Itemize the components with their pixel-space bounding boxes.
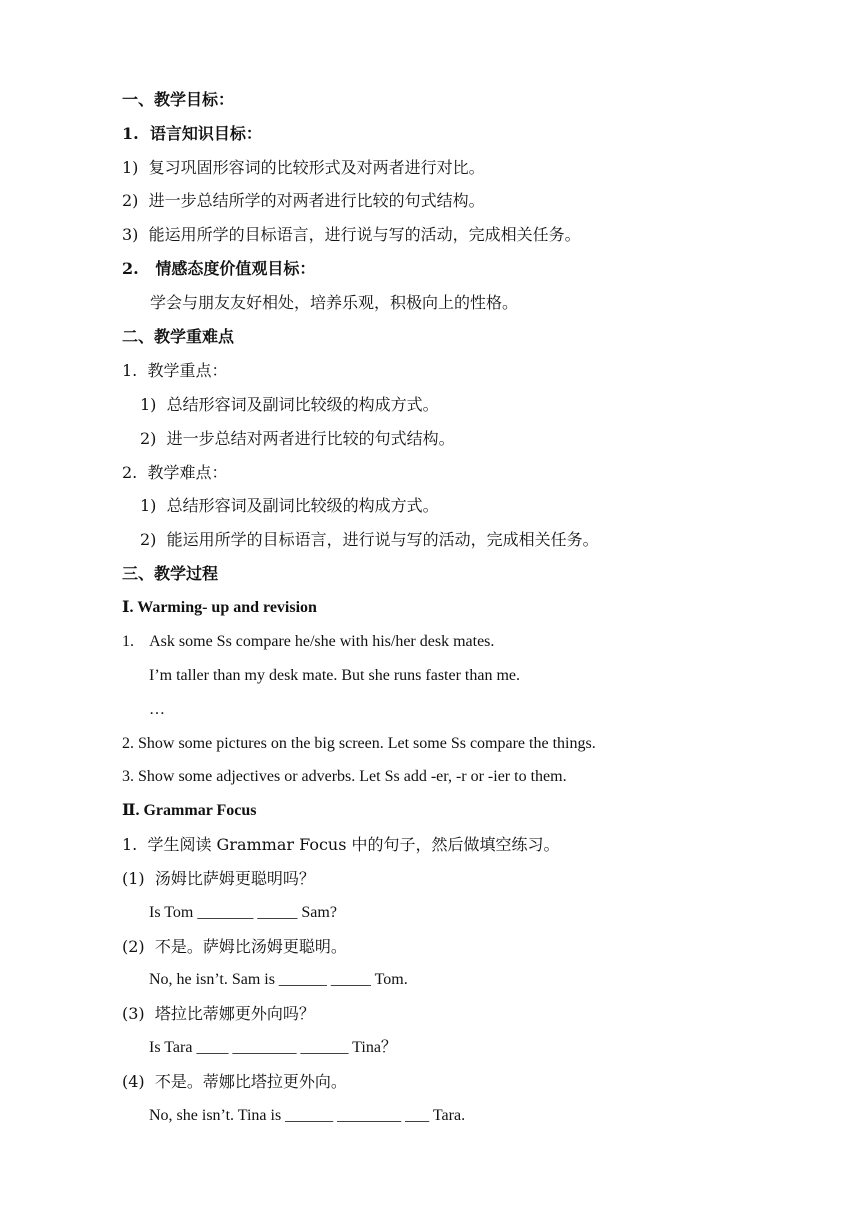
process-step-warmup-heading: Ⅰ. Warming- up and revision [122,599,317,616]
grammar-question-2-cn: (2) 不是。萨姆比汤姆更聪明。 [122,937,347,956]
focus-item-2: 2) 进一步总结对两者进行比较的句式结构。 [140,429,455,448]
warmup-item-3: 3. Show some adjectives or adverbs. Let Ss add -er, -r or -ier to them. [122,768,567,785]
difficulty-item-1: 1) 总结形容词及副词比较级的构成方式。 [140,496,439,515]
objective-item-3: 3) 能运用所学的目标语言，进行说与写的活动，完成相关任务。 [122,225,581,244]
grammar-question-1-en: Is Tom _______ _____ Sam? [149,904,337,921]
grammar-question-1-cn: (1) 汤姆比萨姆更聪明吗？ [122,869,315,888]
subheading-language-goals: 1. 语言知识目标： [122,124,262,143]
section-heading-key-points: 二、教学重难点 [122,327,235,346]
warmup-item-1: 1. Ask some Ss compare he/she with his/her desk mates. [122,633,495,650]
process-step-grammar-heading: Ⅱ. Grammar Focus [122,802,257,819]
subheading-affective-goals: 2. 情感态度价值观目标： [122,259,316,278]
objective-item-1: 1) 复习巩固形容词的比较形式及对两者进行对比。 [122,158,485,177]
objective-item-2: 2) 进一步总结所学的对两者进行比较的句式结构。 [122,191,485,210]
warmup-example-sentence: I’m taller than my desk mate. But she runs faster than me. [149,667,521,684]
grammar-question-3-en: Is Tara ____ ________ ______ Tina？ [149,1039,397,1056]
difficulty-item-2: 2) 能运用所学的目标语言，进行说与写的活动，完成相关任务。 [140,530,599,549]
grammar-question-2-en: No, he isn’t. Sam is ______ _____ Tom. [149,971,408,988]
subheading-focus: 1. 教学重点： [122,361,228,380]
grammar-question-4-cn: (4) 不是。蒂娜比塔拉更外向。 [122,1072,347,1091]
grammar-question-4-en: No, she isn’t. Tina is ______ ________ ___ Tara. [149,1107,466,1124]
warmup-item-2: 2. Show some pictures on the big screen. Let some Ss compare the things. [122,735,596,752]
warmup-ellipsis: … [149,701,165,718]
affective-goal-text: 学会与朋友友好相处，培养乐观，积极向上的性格。 [150,293,519,312]
subheading-difficulty: 2. 教学难点： [122,463,228,482]
section-heading-process: 三、教学过程 [122,564,219,583]
section-heading-objectives: 一、教学目标： [122,90,235,109]
focus-item-1: 1) 总结形容词及副词比较级的构成方式。 [140,395,439,414]
grammar-question-3-cn: (3) 塔拉比蒂娜更外向吗？ [122,1004,315,1023]
grammar-instruction: 1. 学生阅读 Grammar Focus 中的句子，然后做填空练习。 [122,835,560,854]
